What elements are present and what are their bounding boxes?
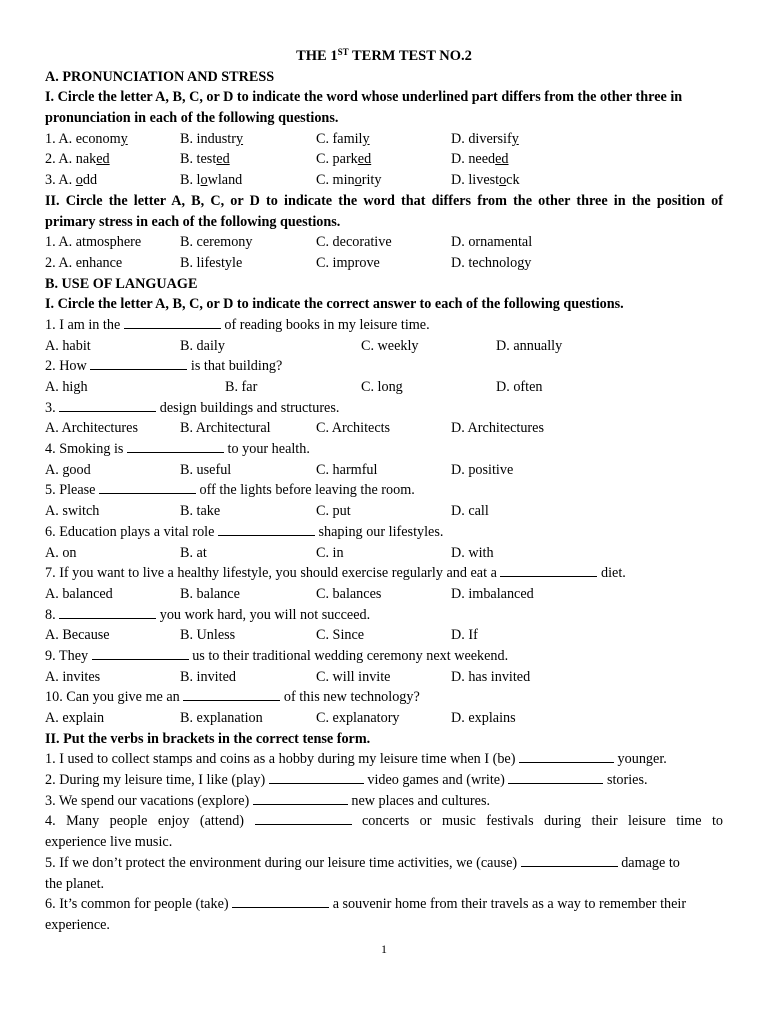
stress-question-1	[45, 232, 723, 253]
option-c[interactable]: C. explanatory	[316, 710, 400, 726]
option-c[interactable]: C. improve	[316, 254, 380, 271]
section-a1-instruction-cont: pronunciation in each of the following questions.	[45, 110, 339, 127]
option-a[interactable]: A. balanced	[45, 585, 113, 602]
option-d[interactable]: D. call	[451, 503, 489, 520]
grammar-options-9	[45, 667, 723, 688]
option-d[interactable]: D. If	[451, 627, 478, 644]
section-a2-instruction-cont: primary stress in each of the following questions.	[45, 213, 341, 230]
option-b[interactable]: B. balance	[180, 585, 240, 602]
option-b[interactable]: B. industry	[180, 130, 244, 147]
option-a[interactable]: A. high	[45, 379, 88, 395]
option-b[interactable]: B. daily	[180, 337, 225, 354]
option-b[interactable]: B. far	[225, 379, 258, 395]
answer-blank[interactable]	[519, 750, 614, 763]
option-a[interactable]: A. good	[45, 461, 91, 478]
option-a[interactable]: A. invites	[45, 668, 101, 685]
answer-blank[interactable]	[253, 792, 348, 805]
grammar-question-8: 8. you work hard, you will not succeed.	[45, 606, 371, 623]
verb-question-5-cont: the planet.	[45, 875, 105, 892]
grammar-options-4	[45, 460, 723, 481]
grammar-options-10	[45, 708, 723, 729]
option-d[interactable]: D. Architectures	[451, 420, 544, 437]
option-c[interactable]: C. parked	[316, 151, 372, 168]
option-a[interactable]: A. Because	[45, 627, 110, 644]
option-a[interactable]: A. Architectures	[45, 420, 138, 437]
grammar-question-6: 6. Education plays a vital role shaping our lifestyles.	[45, 523, 444, 540]
verb-question-2: 2. During my leisure time, I like (play) video games and (write) stories.	[45, 772, 648, 789]
option-b[interactable]: B. useful	[180, 461, 232, 478]
grammar-question-2: 2. How is that building?	[45, 358, 283, 375]
grammar-options-1	[45, 336, 723, 357]
option-a[interactable]: A. switch	[45, 503, 100, 520]
verb-question-4-cont: experience live music.	[45, 834, 173, 851]
option-a[interactable]: A. on	[45, 544, 77, 561]
option-d[interactable]: D. with	[451, 544, 494, 561]
option-a[interactable]: A. habit	[45, 337, 91, 354]
grammar-question-10: 10. Can you give me an of this new technology?	[45, 689, 420, 706]
option-b[interactable]: B. lowland	[180, 172, 243, 189]
answer-blank[interactable]	[127, 440, 224, 453]
stress-question-2	[45, 253, 723, 274]
grammar-options-6	[45, 543, 723, 564]
section-a-heading: A. PRONUNCIATION AND STRESS	[45, 68, 275, 85]
answer-blank[interactable]	[255, 812, 352, 825]
answer-blank[interactable]	[232, 895, 329, 908]
option-b[interactable]: B. Architectural	[180, 420, 271, 437]
option-a[interactable]: 3. A. odd	[45, 172, 98, 189]
option-c[interactable]: C. will invite	[316, 668, 391, 685]
option-d[interactable]: D. explains	[451, 710, 516, 726]
option-a[interactable]: 2. A. naked	[45, 151, 110, 168]
option-d[interactable]: D. often	[496, 379, 543, 395]
pronunciation-question-2	[45, 149, 723, 170]
pronunciation-question-3	[45, 170, 723, 191]
verb-question-6-cont: experience.	[45, 916, 110, 933]
option-c[interactable]: C. long	[361, 379, 403, 395]
answer-blank[interactable]	[508, 771, 603, 784]
grammar-question-4: 4. Smoking is to your health.	[45, 441, 310, 458]
option-c[interactable]: C. family	[316, 130, 370, 147]
option-c[interactable]: C. weekly	[361, 337, 419, 354]
grammar-question-7: 7. If you want to live a healthy lifestyle, you should exercise regularly and eat a diet.	[45, 565, 626, 582]
grammar-question-1: 1. I am in the of reading books in my leisure time.	[45, 316, 430, 333]
option-c[interactable]: C. minority	[316, 172, 382, 189]
grammar-options-8	[45, 625, 723, 646]
grammar-question-9: 9. They us to their traditional wedding ceremony next weekend.	[45, 647, 509, 664]
option-a[interactable]: 2. A. enhance	[45, 254, 123, 271]
option-a[interactable]: 1. A. economy	[45, 130, 128, 147]
section-b2-instruction: II. Put the verbs in brackets in the correct tense form.	[45, 730, 371, 747]
option-d[interactable]: D. diversify	[451, 130, 519, 147]
option-d[interactable]: D. positive	[451, 461, 514, 478]
section-a2-instruction: II. Circle the letter A, B, C, or D to indicate the word that differs from the other three in the position of	[45, 192, 723, 209]
verb-question-1: 1. I used to collect stamps and coins as a hobby during my leisure time when I (be) younger.	[45, 751, 667, 768]
option-b[interactable]: B. tested	[180, 151, 230, 168]
pronunciation-question-1	[45, 129, 723, 150]
option-c[interactable]: C. Architects	[316, 420, 391, 437]
option-b[interactable]: B. explanation	[180, 710, 263, 726]
option-b[interactable]: B. lifestyle	[180, 254, 243, 271]
grammar-options-7	[45, 584, 723, 605]
option-a[interactable]: 1. A. atmosphere	[45, 234, 142, 251]
option-c[interactable]: C. in	[316, 544, 344, 561]
page-title: THE 1ST TERM TEST NO.2	[296, 47, 472, 64]
option-c[interactable]: C. decorative	[316, 234, 392, 251]
section-b1-instruction: I. Circle the letter A, B, C, or D to indicate the correct answer to each of the following questions.	[45, 296, 624, 313]
answer-blank[interactable]	[59, 606, 156, 619]
verb-question-4: 4. Many people enjoy (attend) concerts or music festivals during their leisure time to	[45, 813, 723, 830]
option-b[interactable]: B. at	[180, 544, 207, 561]
option-b[interactable]: B. invited	[180, 668, 236, 685]
page-number: 1	[381, 942, 387, 956]
option-c[interactable]: C. harmful	[316, 461, 378, 478]
answer-blank[interactable]	[59, 399, 156, 412]
answer-blank[interactable]	[99, 481, 196, 494]
option-d[interactable]: D. has invited	[451, 668, 531, 685]
grammar-question-5: 5. Please off the lights before leaving the room.	[45, 482, 415, 499]
option-c[interactable]: C. Since	[316, 627, 365, 644]
answer-blank[interactable]	[90, 357, 187, 370]
answer-blank[interactable]	[92, 647, 189, 660]
grammar-options-2	[45, 377, 723, 398]
option-b[interactable]: B. Unless	[180, 627, 236, 644]
option-d[interactable]: D. technology	[451, 254, 532, 271]
test-page	[45, 46, 723, 936]
grammar-options-3	[45, 418, 723, 439]
option-d[interactable]: D. livestock	[451, 172, 520, 189]
answer-blank[interactable]	[218, 523, 315, 536]
option-d[interactable]: D. ornamental	[451, 234, 533, 251]
option-b[interactable]: B. ceremony	[180, 234, 253, 251]
grammar-question-3: 3. design buildings and structures.	[45, 399, 340, 416]
option-d[interactable]: D. annually	[496, 337, 563, 354]
option-d[interactable]: D. imbalanced	[451, 585, 534, 602]
section-b-heading: B. USE OF LANGUAGE	[45, 275, 198, 292]
answer-blank[interactable]	[269, 771, 364, 784]
answer-blank[interactable]	[521, 854, 618, 867]
option-c[interactable]: C. put	[316, 503, 351, 520]
section-a1-instruction: I. Circle the letter A, B, C, or D to indicate the word whose underlined part differs from the other three in	[45, 89, 683, 106]
option-d[interactable]: D. needed	[451, 151, 509, 168]
answer-blank[interactable]	[500, 564, 597, 577]
answer-blank[interactable]	[183, 688, 280, 701]
grammar-options-5	[45, 501, 723, 522]
verb-question-3: 3. We spend our vacations (explore) new places and cultures.	[45, 792, 491, 809]
answer-blank[interactable]	[124, 316, 221, 329]
verb-question-5: 5. If we don’t protect the environment during our leisure time activities, we (cause) damage to	[45, 854, 680, 871]
verb-question-6: 6. It’s common for people (take) a souvenir home from their travels as a way to remember their	[45, 896, 687, 913]
option-a[interactable]: A. explain	[45, 710, 105, 726]
option-c[interactable]: C. balances	[316, 585, 382, 602]
option-b[interactable]: B. take	[180, 503, 221, 520]
